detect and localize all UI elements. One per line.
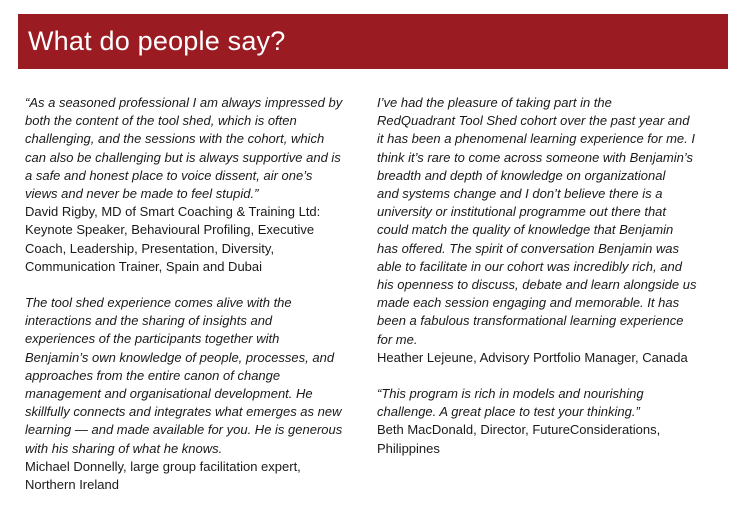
spacer xyxy=(25,276,370,294)
testimonial-quote: The tool shed experience comes alive with the interactions and the sharing of insights and experiences of the participants together with Benjamin’s own knowledge of people, processes, and approaches from the entire canon of change management and organisational development. He skillfully connects and integrates what emerges as new learning — and made available for you. He is generous with his sharing of what he knows. xyxy=(25,295,343,456)
testimonial-attribution: David Rigby, MD of Smart Coaching & Training Ltd: Keynote Speaker, Behavioural Profiling, Executive Coach, Leadership, Presentation, Diversity, Communication Trainer, Spain and Dubai xyxy=(25,204,321,274)
testimonial-attribution: Heather Lejeune, Advisory Portfolio Manager, Canada xyxy=(377,349,688,365)
testimonials-right-column xyxy=(377,94,725,458)
spacer xyxy=(377,367,725,385)
testimonial-attribution: Michael Donnelly, large group facilitation expert, Northern Ireland xyxy=(25,458,301,493)
testimonial-attribution: Beth MacDonald, Director, FutureConsiderations, Philippines xyxy=(377,422,661,456)
header-banner xyxy=(18,14,728,69)
testimonial-quote: “As a seasoned professional I am always impressed by both the content of the tool shed, which is often challenging, and the sessions with the cohort, which can also be challenging but is always supportive and is a safe and honest place to voice dissent, air one’s views and never be made to feel stupid.” xyxy=(25,95,343,202)
testimonial-quote: I’ve had the pleasure of taking part in the RedQuadrant Tool Shed cohort over the past year and it has been a phenomenal learning experience for me. I think it’s rare to come across someone with Benjamin’s breadth and depth of knowledge on organizational and systems change and I don’t believe there is a university or institutional programme out there that could match the quality of knowledge that Benjamin has offered. The spirit of conversation Benjamin was able to facilitate in our cohort was incredibly rich, and his openness to discuss, debate and learn alongside us made each session engaging and memorable. It has been a fabulous transformational learning experience for me. xyxy=(377,95,697,347)
testimonial-quote: “This program is rich in models and nourishing challenge. A great place to test your thinking.” xyxy=(377,386,644,420)
testimonials-left-column xyxy=(25,94,370,494)
page-title: What do people say? xyxy=(28,26,286,56)
